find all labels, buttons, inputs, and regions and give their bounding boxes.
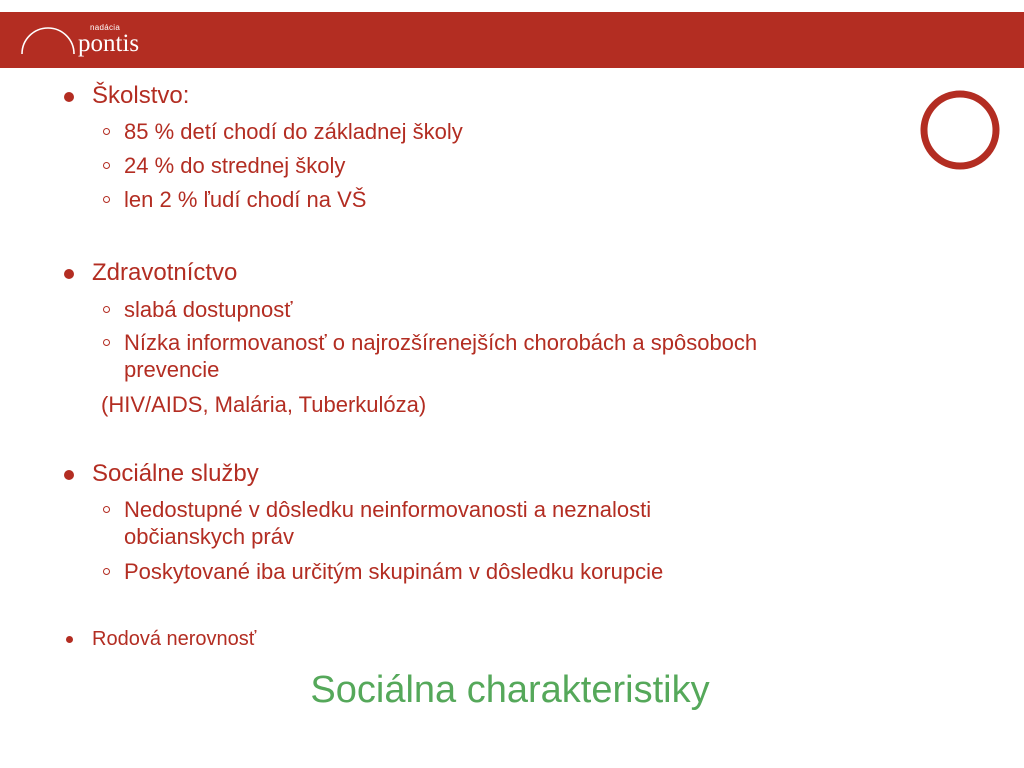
sub-bullet-circle-icon (103, 568, 110, 575)
sub-bullet-circle-icon (103, 339, 110, 346)
bullet-item (92, 460, 259, 488)
sub-bullet-text: len 2 % ľudí chodí na VŠ (124, 187, 367, 212)
bullet-dot-icon (64, 470, 74, 480)
section-heading: Školstvo: (92, 82, 190, 109)
section-heading: Rodová nerovnosť (92, 628, 257, 650)
sub-bullet-text: 24 % do strednej školy (124, 153, 346, 178)
sub-bullet-item (124, 496, 651, 523)
sub-bullet-text: slabá dostupnosť (124, 297, 293, 322)
sub-bullet-continuation: občianskych práv (124, 524, 294, 549)
bullet-item (92, 82, 189, 110)
sub-bullet-continuation: prevencie (124, 357, 220, 382)
sub-bullet-text: 85 % detí chodí do základnej školy (124, 119, 463, 144)
sub-bullet-item (124, 118, 463, 145)
bullet-dot-icon (66, 636, 73, 643)
sub-bullet-text: Nedostupné v dôsledku neinformovanosti a neznalosti (124, 497, 652, 522)
slide-title: Sociálna charakteristiky (310, 669, 710, 711)
logo-small-text: nadácia (90, 23, 121, 32)
sub-bullet-text: Nízka informovanosť o najrozšírenejších chorobách a spôsoboch (124, 330, 758, 355)
sub-bullet-circle-icon (103, 196, 110, 203)
logo-word: pontis (78, 30, 140, 57)
sub-bullet-circle-icon (103, 162, 110, 169)
note-text: (HIV/AIDS, Malária, Tuberkulóza) (101, 392, 427, 417)
bullet-dot-icon (64, 92, 74, 102)
section-heading: Sociálne služby (92, 460, 259, 487)
sub-bullet-text: Poskytované iba určitým skupinám v dôsledku korupcie (124, 559, 664, 584)
bullet-item (92, 259, 237, 287)
sub-bullet-item (124, 558, 663, 585)
sub-bullet-circle-icon (103, 306, 110, 313)
sub-bullet-item (124, 329, 757, 356)
section-heading: Zdravotníctvo (92, 259, 238, 286)
sub-bullet-circle-icon (103, 506, 110, 513)
sub-bullet-item (124, 186, 366, 213)
sub-bullet-item (124, 296, 292, 323)
sub-bullet-item (124, 152, 345, 179)
sub-bullet-circle-icon (103, 128, 110, 135)
bullet-dot-icon (64, 269, 74, 279)
bullet-item (92, 627, 256, 651)
